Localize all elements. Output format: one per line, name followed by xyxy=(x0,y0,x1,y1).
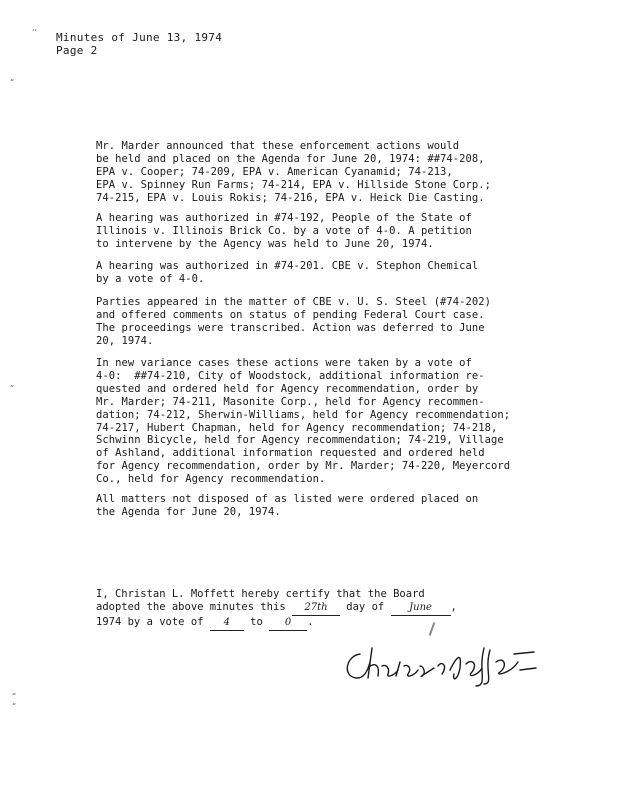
certification-line-3 xyxy=(96,616,457,631)
scan-mark: “ xyxy=(12,702,17,711)
text-line: EPA v. Spinney Run Farms; 74-214, EPA v. Hillside Stone Corp.; xyxy=(96,178,492,191)
text-line: quested and ordered held for Agency recommendation, order by xyxy=(96,382,479,395)
cert-text: to xyxy=(243,615,270,628)
text-line: and offered comments on status of pending Federal Court case. xyxy=(96,308,485,321)
paragraph-hearing-74-201 xyxy=(96,260,478,286)
text-line: 4-0: ##74-210, City of Woodstock, additional information re- xyxy=(96,369,485,382)
text-line: Schwinn Bicycle, held for Agency recommendation; 74-219, Village xyxy=(96,434,504,447)
paragraph-us-steel xyxy=(96,296,491,348)
cert-text: 1974 by a vote of xyxy=(96,615,210,628)
text-line: 20, 1974. xyxy=(96,334,154,347)
paragraph-variance-cases xyxy=(96,357,510,486)
text-line: dation; 74-212, Sherwin-Williams, held for Agency recommendation; xyxy=(96,408,511,421)
text-line: of Ashland, additional information requested and ordered held xyxy=(96,447,485,460)
scan-mark: “ xyxy=(10,384,15,393)
text-line: The proceedings were transcribed. Action was deferred to June xyxy=(96,321,485,334)
text-line: be held and placed on the Agenda for June 20, 1974: ##74-208, xyxy=(96,152,485,165)
text-line: Mr. Marder announced that these enforcement actions would xyxy=(96,140,460,152)
minutes-title: Minutes of June 13, 1974 xyxy=(56,31,223,44)
text-line: Illinois v. Illinois Brick Co. by a vote of 4-0. A petition xyxy=(96,224,472,237)
signature-image xyxy=(338,640,538,688)
text-line: In new variance cases these actions were taken by a vote of xyxy=(96,357,472,369)
cert-text: , xyxy=(450,600,457,613)
vote-against-field: 0 xyxy=(269,617,307,631)
day-field: 27th xyxy=(292,602,340,616)
cert-text: . xyxy=(307,615,314,628)
certification-line-1: I, Christan L. Moffett hereby certify that the Board xyxy=(96,588,425,600)
cert-text: day of xyxy=(339,600,391,613)
text-line: to intervene by the Agency was held to June 20, 1974. xyxy=(96,237,434,250)
text-line: Mr. Marder; 74-211, Masonite Corp., held for Agency recommen- xyxy=(96,395,485,408)
scan-mark: “ xyxy=(12,692,17,701)
text-line: A hearing was authorized in #74-192, People of the State of xyxy=(96,212,472,224)
text-line: the Agenda for June 20, 1974. xyxy=(96,505,281,518)
text-line: 74-217, Hubert Chapman, held for Agency recommendation; 74-218, xyxy=(96,421,498,434)
vote-for-field: 4 xyxy=(210,617,244,631)
scan-mark: ‘‘ xyxy=(32,28,38,37)
text-line: EPA v. Cooper; 74-209, EPA v. American Cyanamid; 74-213, xyxy=(96,165,453,178)
month-field: June xyxy=(391,602,451,616)
scan-mark: “ xyxy=(10,78,15,87)
text-line: All matters not disposed of as listed were ordered placed on xyxy=(96,493,479,505)
certification-block xyxy=(96,588,457,631)
text-line: A hearing was authorized in #74-201. CBE v. Stephon Chemical xyxy=(96,260,479,272)
cert-text: adopted the above minutes this xyxy=(96,600,292,613)
paragraph-hearing-74-192 xyxy=(96,212,472,251)
paragraph-agenda xyxy=(96,493,478,519)
text-line: Parties appeared in the matter of CBE v. U. S. Steel (#74-202) xyxy=(96,296,492,308)
text-line: by a vote of 4-0. xyxy=(96,272,205,285)
text-line: Co., held for Agency recommendation. xyxy=(96,473,326,486)
text-line: 74-215, EPA v. Louis Rokis; 74-216, EPA v. Heick Die Casting. xyxy=(96,191,485,204)
certification-line-2 xyxy=(96,601,457,616)
page-header xyxy=(56,31,222,57)
paragraph-enforcement-actions xyxy=(96,140,491,205)
page-number: Page 2 xyxy=(56,44,98,57)
text-line: for Agency recommendation, order by Mr. Marder; 74-220, Meyercord xyxy=(96,460,511,473)
